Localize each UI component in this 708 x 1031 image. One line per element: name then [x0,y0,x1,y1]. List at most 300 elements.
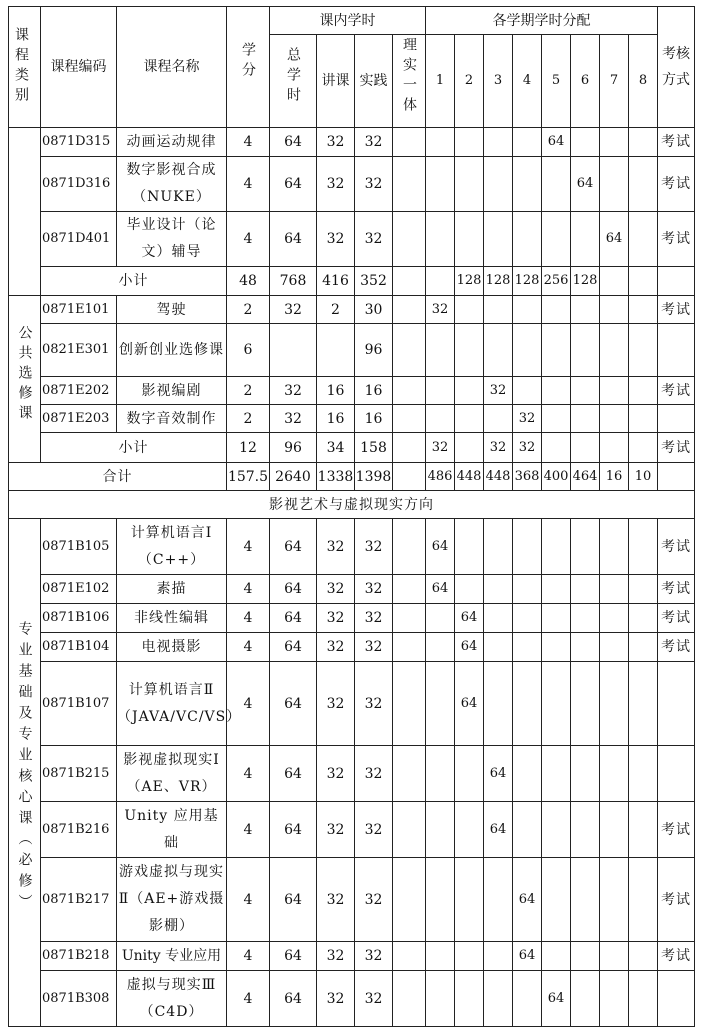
course-name: 毕业设计（论文）辅导 [117,212,227,267]
assessment [658,267,695,296]
table-row [9,519,695,575]
lecture-hours: 16 [317,377,355,405]
sem-3 [484,858,513,942]
sem-6 [571,377,600,405]
sem-1: 486 [426,463,455,491]
integrated-hours [393,942,426,971]
practice-hours: 30 [355,296,393,324]
practice-hours: 96 [355,324,393,377]
total-hours: 96 [270,433,317,463]
sem-4 [513,802,542,858]
sem-2: 128 [455,267,484,296]
course-code: 0871D315 [41,128,117,157]
integrated-hours [393,802,426,858]
course-code: 0871E202 [41,377,117,405]
sem-2 [455,157,484,212]
sem-1: 32 [426,296,455,324]
course-code: 0871B308 [41,971,117,1027]
sem-4: 32 [513,433,542,463]
sem-3 [484,212,513,267]
sem-6 [571,746,600,802]
sem-8 [629,433,658,463]
sem-4: 128 [513,267,542,296]
sem-8 [629,662,658,746]
header-row-1 [9,7,695,35]
sem-1 [426,971,455,1027]
practice-hours: 32 [355,519,393,575]
total-hours: 64 [270,212,317,267]
assessment: 考试 [658,633,695,662]
sem-6 [571,324,600,377]
integrated-hours [393,324,426,377]
sem-7: 64 [600,212,629,267]
practice-hours: 32 [355,212,393,267]
integrated-hours [393,858,426,942]
header-semester-1: 1 [426,35,455,128]
sem-4 [513,746,542,802]
sem-4: 368 [513,463,542,491]
table-row [9,858,695,942]
total-hours: 64 [270,802,317,858]
header-semester-8: 8 [629,35,658,128]
assessment: 考试 [658,128,695,157]
credits: 2 [227,296,270,324]
sem-3 [484,971,513,1027]
sem-1 [426,267,455,296]
sem-5 [542,858,571,942]
lecture-hours: 1338 [317,463,355,491]
sem-8 [629,324,658,377]
assessment: 考试 [658,575,695,604]
sem-7 [600,575,629,604]
course-code: 0871D401 [41,212,117,267]
sem-6: 64 [571,157,600,212]
header-semester-3: 3 [484,35,513,128]
sem-5 [542,802,571,858]
sem-2 [455,324,484,377]
total-hours: 64 [270,746,317,802]
sem-5: 400 [542,463,571,491]
sem-4 [513,971,542,1027]
sem-7 [600,662,629,746]
assessment: 考试 [658,433,695,463]
sem-1 [426,212,455,267]
header-assessment: 考核方式 [658,7,695,128]
sem-2 [455,296,484,324]
credits: 4 [227,157,270,212]
assessment [658,324,695,377]
assessment: 考试 [658,942,695,971]
sem-8 [629,971,658,1027]
header-integrated: 理实一体 [393,35,426,128]
sem-6 [571,858,600,942]
sem-1: 64 [426,519,455,575]
sem-4 [513,296,542,324]
practice-hours: 32 [355,633,393,662]
integrated-hours [393,433,426,463]
sem-7 [600,128,629,157]
sem-1 [426,324,455,377]
header-semester-7: 7 [600,35,629,128]
sem-7 [600,519,629,575]
assessment: 考试 [658,377,695,405]
sem-5 [542,212,571,267]
sem-6: 128 [571,267,600,296]
course-name: 非线性编辑 [117,604,227,633]
credits: 12 [227,433,270,463]
sem-6: 464 [571,463,600,491]
sem-4: 64 [513,942,542,971]
course-code: 0871B105 [41,519,117,575]
header-semester-distribution: 各学期学时分配 [426,7,658,35]
sem-8 [629,942,658,971]
practice-hours: 32 [355,746,393,802]
header-lecture: 讲课 [317,35,355,128]
course-code: 0871B107 [41,662,117,746]
credits: 2 [227,377,270,405]
lecture-hours: 16 [317,405,355,433]
practice-hours: 16 [355,405,393,433]
sem-8 [629,128,658,157]
sem-3 [484,519,513,575]
sem-8 [629,802,658,858]
category-public-elective: 公共选修课 [9,296,41,463]
lecture-hours: 32 [317,575,355,604]
sem-3 [484,296,513,324]
sem-8 [629,157,658,212]
total-hours [270,324,317,377]
sem-3 [484,662,513,746]
sem-5: 256 [542,267,571,296]
course-name: 游戏虚拟与现实Ⅱ（AE+游戏摄影棚） [117,858,227,942]
practice-hours: 32 [355,858,393,942]
practice-hours: 1398 [355,463,393,491]
sem-3 [484,405,513,433]
lecture-hours: 32 [317,604,355,633]
sem-2 [455,575,484,604]
sem-4 [513,377,542,405]
subtotal-row [9,267,695,296]
lecture-hours: 34 [317,433,355,463]
sem-6 [571,296,600,324]
integrated-hours [393,519,426,575]
sem-8 [629,519,658,575]
sem-6 [571,212,600,267]
course-name: 创新创业选修课 [117,324,227,377]
integrated-hours [393,296,426,324]
table-row [9,746,695,802]
practice-hours: 32 [355,802,393,858]
assessment: 考试 [658,604,695,633]
header-total-hours: 总学时 [270,35,317,128]
sem-7 [600,433,629,463]
sem-6 [571,604,600,633]
sem-7 [600,858,629,942]
lecture-hours: 32 [317,662,355,746]
credits: 4 [227,128,270,157]
assessment [658,463,695,491]
sem-4 [513,324,542,377]
table-row [9,212,695,267]
header-semester-2: 2 [455,35,484,128]
header-semester-5: 5 [542,35,571,128]
sem-2: 64 [455,633,484,662]
sem-4 [513,157,542,212]
sem-8 [629,296,658,324]
total-hours: 64 [270,575,317,604]
sem-2 [455,802,484,858]
sem-3 [484,324,513,377]
sem-6 [571,575,600,604]
header-semester-4: 4 [513,35,542,128]
sem-4: 64 [513,858,542,942]
total-label: 合计 [9,463,227,491]
header-name: 课程名称 [117,7,227,128]
lecture-hours: 32 [317,942,355,971]
course-name: 虚拟与现实Ⅲ（C4D） [117,971,227,1027]
sem-5 [542,157,571,212]
lecture-hours: 416 [317,267,355,296]
sem-8 [629,267,658,296]
credits: 6 [227,324,270,377]
practice-hours: 32 [355,971,393,1027]
total-hours: 64 [270,971,317,1027]
sem-2: 64 [455,662,484,746]
course-name: 驾驶 [117,296,227,324]
table-row [9,157,695,212]
sem-6 [571,633,600,662]
course-code: 0871B218 [41,942,117,971]
table-row [9,575,695,604]
credits: 4 [227,746,270,802]
sem-2 [455,405,484,433]
sem-4 [513,604,542,633]
sem-4 [513,633,542,662]
table-row [9,377,695,405]
sem-6 [571,662,600,746]
sem-2 [455,942,484,971]
course-name: 数字音效制作 [117,405,227,433]
lecture-hours: 32 [317,128,355,157]
integrated-hours [393,604,426,633]
header-credits: 学分 [227,7,270,128]
sem-2: 64 [455,604,484,633]
credits: 4 [227,604,270,633]
course-name: 数字影视合成（NUKE） [117,157,227,212]
credits: 4 [227,971,270,1027]
sem-4: 32 [513,405,542,433]
sem-1 [426,662,455,746]
sem-4 [513,212,542,267]
assessment: 考试 [658,802,695,858]
course-name: 素描 [117,575,227,604]
credits: 4 [227,858,270,942]
sem-8 [629,377,658,405]
subtotal-label: 小计 [41,433,227,463]
sem-5 [542,405,571,433]
category-cell-blank [9,128,41,296]
course-name: Unity 应用基础 [117,802,227,858]
sem-5 [542,662,571,746]
sem-5 [542,746,571,802]
assessment: 考试 [658,212,695,267]
sem-6 [571,433,600,463]
sem-4 [513,519,542,575]
credits: 4 [227,633,270,662]
sem-7 [600,267,629,296]
header-semester-6: 6 [571,35,600,128]
sem-5: 64 [542,971,571,1027]
course-code: 0821E301 [41,324,117,377]
integrated-hours [393,633,426,662]
sem-7 [600,157,629,212]
total-hours: 64 [270,662,317,746]
sem-2 [455,128,484,157]
practice-hours: 158 [355,433,393,463]
sem-1: 64 [426,575,455,604]
lecture-hours: 32 [317,633,355,662]
direction-row [9,491,695,519]
sem-1 [426,858,455,942]
sem-1 [426,405,455,433]
course-name: 计算机语言Ⅱ（JAVA/VC/VS） [117,662,227,746]
sem-4 [513,575,542,604]
sem-1 [426,377,455,405]
sem-8 [629,746,658,802]
sem-8 [629,575,658,604]
course-code: 0871D316 [41,157,117,212]
credits: 4 [227,942,270,971]
sem-2 [455,519,484,575]
sem-1 [426,604,455,633]
sem-8 [629,405,658,433]
sem-6 [571,405,600,433]
sem-6 [571,942,600,971]
course-code: 0871E203 [41,405,117,433]
integrated-hours [393,463,426,491]
integrated-hours [393,212,426,267]
sem-3: 32 [484,377,513,405]
sem-6 [571,802,600,858]
sem-7 [600,971,629,1027]
sem-2 [455,746,484,802]
sem-2 [455,433,484,463]
header-code: 课程编码 [41,7,117,128]
subtotal-label: 小计 [41,267,227,296]
sem-7 [600,405,629,433]
sem-7: 16 [600,463,629,491]
sem-7 [600,633,629,662]
assessment [658,662,695,746]
credits: 4 [227,802,270,858]
practice-hours: 32 [355,942,393,971]
sem-5 [542,433,571,463]
table-row [9,296,695,324]
sem-3 [484,157,513,212]
integrated-hours [393,662,426,746]
lecture-hours: 32 [317,157,355,212]
total-hours: 2640 [270,463,317,491]
sem-3: 128 [484,267,513,296]
sem-7 [600,604,629,633]
integrated-hours [393,405,426,433]
lecture-hours: 32 [317,802,355,858]
lecture-hours: 32 [317,519,355,575]
sem-3: 32 [484,433,513,463]
lecture-hours: 32 [317,858,355,942]
total-row [9,463,695,491]
sem-1: 32 [426,433,455,463]
integrated-hours [393,267,426,296]
sem-2 [455,858,484,942]
practice-hours: 32 [355,662,393,746]
sem-7 [600,324,629,377]
practice-hours: 16 [355,377,393,405]
sem-7 [600,296,629,324]
course-name: Unity 专业应用 [117,942,227,971]
course-name: 影视编剧 [117,377,227,405]
sem-6 [571,519,600,575]
credits: 4 [227,212,270,267]
integrated-hours [393,971,426,1027]
sem-2: 448 [455,463,484,491]
curriculum-table [8,6,695,1027]
sem-3 [484,633,513,662]
total-hours: 32 [270,296,317,324]
credits: 157.5 [227,463,270,491]
assessment [658,746,695,802]
total-hours: 32 [270,405,317,433]
course-code: 0871B215 [41,746,117,802]
course-name: 电视摄影 [117,633,227,662]
total-hours: 64 [270,128,317,157]
total-hours: 64 [270,858,317,942]
course-name: 计算机语言Ⅰ（C++） [117,519,227,575]
assessment [658,971,695,1027]
sem-8 [629,604,658,633]
lecture-hours: 32 [317,971,355,1027]
course-code: 0871B217 [41,858,117,942]
integrated-hours [393,128,426,157]
credits: 2 [227,405,270,433]
integrated-hours [393,377,426,405]
table-row [9,128,695,157]
lecture-hours: 2 [317,296,355,324]
sem-3 [484,575,513,604]
assessment: 考试 [658,157,695,212]
sem-7 [600,377,629,405]
sem-8 [629,212,658,267]
sem-3: 64 [484,802,513,858]
sem-3 [484,604,513,633]
sem-1 [426,802,455,858]
practice-hours: 32 [355,157,393,212]
credits: 4 [227,575,270,604]
sem-3 [484,128,513,157]
sem-8 [629,858,658,942]
integrated-hours [393,575,426,604]
integrated-hours [393,746,426,802]
sem-2 [455,212,484,267]
sem-8: 10 [629,463,658,491]
direction-title: 影视艺术与虚拟现实方向 [9,491,695,519]
sem-1 [426,942,455,971]
sem-5: 64 [542,128,571,157]
total-hours: 768 [270,267,317,296]
sem-1 [426,746,455,802]
lecture-hours: 32 [317,746,355,802]
table-row [9,405,695,433]
